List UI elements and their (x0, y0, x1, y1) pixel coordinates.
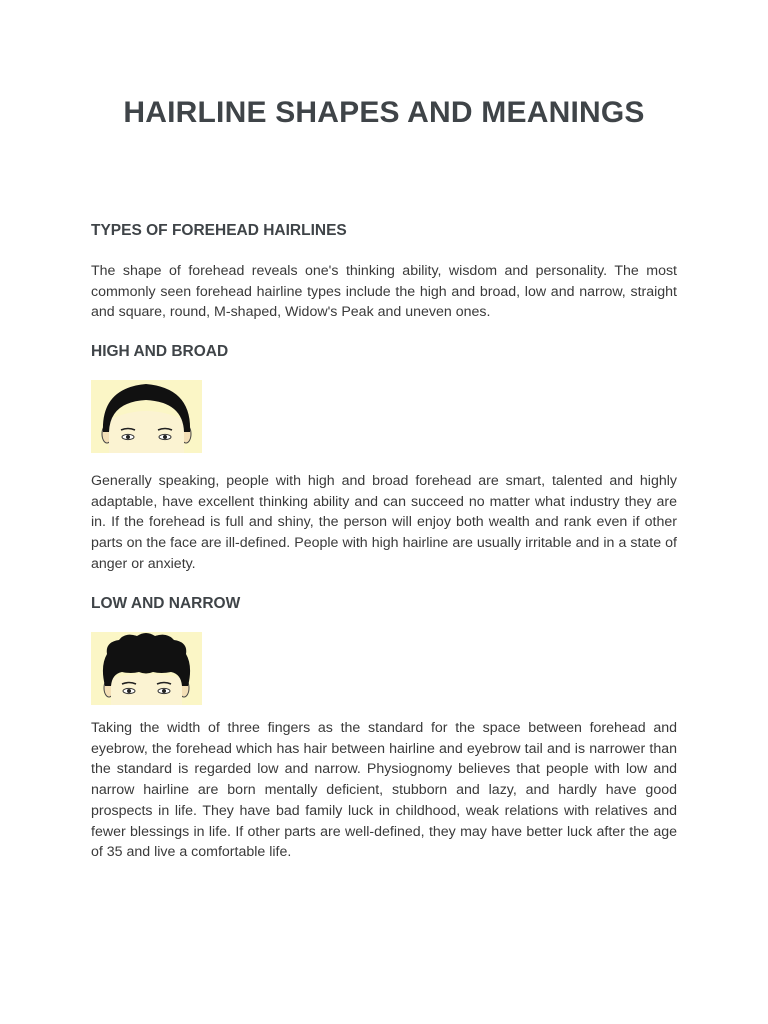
section-paragraph-low-narrow: Taking the width of three fingers as the standard for the space between forehead and eyebrow, the forehead which has hair between hairline and eyebrow tail and is narrower than the standard is regarded low and narrow. Physiognomy believes that people with low and narrow hairline are born mentally deficient, stubborn and lazy, and hardly have good prospects in life. They have bad family luck in childhood, weak relations with relatives and fewer blessings in life. If other parts are well-defined, they may have better luck after the age of 35 and live a comfortable life. (91, 720, 677, 861)
section-heading-types: TYPES OF FOREHEAD HAIRLINES (91, 222, 347, 239)
section-paragraph-high-broad: Generally speaking, people with high and broad forehead are smart, talented and highly adaptable, have excellent thinking ability and can succeed no matter what industry they are in. If the forehead is full and shiny, the person will enjoy both wealth and rank even if other parts on the face are ill-defined. People with high hairline are usually irritable and in a state of anger or anxiety. (91, 473, 677, 572)
section-heading-low-narrow: LOW AND NARROW (91, 595, 241, 612)
low-narrow-face-icon (91, 632, 202, 705)
low-narrow-hairline-illustration (91, 632, 202, 705)
page-title: HAIRLINE SHAPES AND MEANINGS (123, 96, 645, 129)
high-broad-face-icon (91, 380, 202, 453)
section-heading-high-broad: HIGH AND BROAD (91, 343, 229, 360)
high-broad-hairline-illustration (91, 380, 202, 453)
section-paragraph-types: The shape of forehead reveals one's thinking ability, wisdom and personality. The most commonly seen forehead hairline types include the high and broad, low and narrow, straight and square, round, M-shaped, Widow's Peak and uneven ones. (91, 263, 677, 321)
